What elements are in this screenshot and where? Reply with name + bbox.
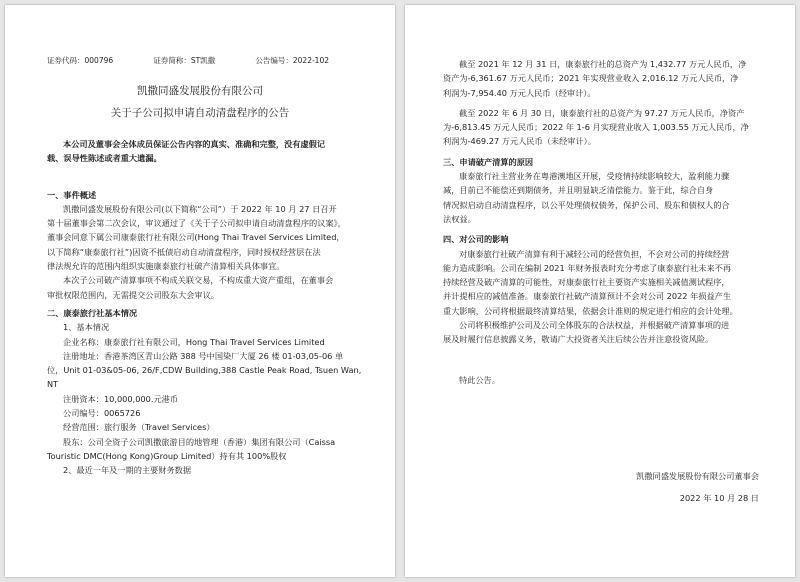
signature-date: 2022 年 10 月 28 日 xyxy=(679,493,759,503)
paragraph-line: 截至 2022 年 6 月 30 日，康泰旅行社的总资产为 97.27 万元人民币，净资产 xyxy=(459,107,745,118)
statement-line: 本公司及董事会全体成员保证公告内容的真实、准确和完整，没有虚假记 xyxy=(63,139,326,149)
paragraph-line: 董事会同意下属公司康泰旅行社有限公司(Hong Thai Travel Services Limited， xyxy=(47,232,345,243)
paragraph-line: 持续经营及破产清算的可能性，对康泰旅行社主要资产实施相关减值测试程序， xyxy=(443,277,730,288)
paragraph-line: 凯撒同盛发展股份有限公司(以下简称“公司”）于 2022 年 10 月 27 日召开 xyxy=(63,203,337,214)
document-page-1 xyxy=(5,5,395,577)
paragraph-line: Touristic DMC(Hong Kong)Group Limited）持有其 100%股权 xyxy=(47,450,287,461)
paragraph-line: 法权益。 xyxy=(443,213,476,224)
section-3-paragraph xyxy=(443,169,765,226)
statement-line: 载、误导性陈述或者重大遗漏。 xyxy=(47,153,162,164)
business-scope: 经营范围：旅行服务（Travel Services） xyxy=(63,422,215,433)
paragraph-line: NT xyxy=(47,379,59,390)
paragraph-line: 股东：公司全资子公司凯撒旅游目的地管理（香港）集团有限公司（Caissa xyxy=(63,436,336,447)
section-1-paragraph-1 xyxy=(47,202,381,273)
company-title: 凯撒同盛发展股份有限公司 xyxy=(137,85,263,97)
section-1-heading: 一、事件概述 xyxy=(47,189,97,200)
closing-statement: 特此公告。 xyxy=(459,374,500,385)
paragraph-line: 减，目前已不能偿还到期债务，并且明显缺乏清偿能力。鉴于此，综合自身 xyxy=(443,185,714,196)
section-1-paragraph-2 xyxy=(47,273,381,302)
stock-abbreviation: 证券简称：ST凯撒 xyxy=(153,56,216,65)
section-2-heading: 二、康泰旅行社基本情况 xyxy=(47,307,138,318)
document-page-2 xyxy=(405,5,795,577)
financial-data-2022 xyxy=(443,106,765,149)
paragraph-line: 康泰旅行社主营业务在粤港澳地区开展，受疫情持续影响较大，盈利能力骤 xyxy=(459,171,730,182)
paragraph-line: 第十届董事会第二次会议，审议通过了《关于子公司拟申请自动清盘程序的议案》， xyxy=(47,218,346,229)
section-4-heading: 四、对公司的影响 xyxy=(443,234,509,245)
announcement-title: 关于子公司拟申请自动清盘程序的公告 xyxy=(110,107,290,119)
board-guarantee-statement xyxy=(47,137,381,166)
section-4-paragraph-2 xyxy=(443,318,765,347)
paragraph-line: 律法规允许的范围内组织实施康泰旅行社破产清算相关具体事宜。 xyxy=(47,261,285,272)
shareholder-info xyxy=(47,435,381,464)
paragraph-line: 为-6,813.45 万元人民币；2022 年 1-6 月实现营业收入 1,003.55 万元人民币，净 xyxy=(443,122,749,133)
signature-company: 凯撒同盛发展股份有限公司董事会 xyxy=(636,471,759,481)
paragraph-line: 资产为-6,361.67 万元人民币；2021 年实现营业收入 2,016.12 万元人民币，净 xyxy=(443,73,739,84)
paragraph-line: 利润为-7,954.40 万元人民币（经审计）。 xyxy=(443,87,596,98)
paragraph-line: 对康泰旅行社破产清算有利于减轻公司的经营负担，不会对公司的持续经营 xyxy=(459,248,730,259)
paragraph-line: 以下简称“康泰旅行社”)因资不抵债启动自动清盘程序，同时授权经营层在法 xyxy=(47,246,321,257)
financial-data-2021 xyxy=(443,57,765,100)
notice-number: 公告编号：2022-102 xyxy=(255,56,329,65)
paragraph-line: 审批权限范围内，无需提交公司股东大会审议。 xyxy=(47,289,219,300)
company-name: 企业名称：康泰旅行社有限公司，Hong Thai Travel Services Limited xyxy=(63,336,325,347)
paragraph-line: 本次子公司破产清算事项不构成关联交易，不构成重大资产重组，在董事会 xyxy=(63,275,334,286)
paragraph-line: 利润为-469.27 万元人民币（未经审计）。 xyxy=(443,136,596,147)
subsection-basic-info: 1、基本情况 xyxy=(63,322,110,333)
paragraph-line: 能力造成影响。公司在编制 2021 年财务报表时充分考虑了康泰旅行社未来不再 xyxy=(443,262,732,273)
paragraph-line: 截至 2021 年 12 月 31 日，康泰旅行社的总资产为 1,432.77 万元人民币，净 xyxy=(459,59,747,69)
registered-address xyxy=(47,349,381,392)
section-3-heading: 三、申请破产清算的原因 xyxy=(443,156,534,167)
paragraph-line: 情况拟启动自动清盘程序，以公平处理债权债务，保护公司、股东和债权人的合 xyxy=(443,199,730,210)
stock-code: 证券代码：000796 xyxy=(47,56,114,65)
section-4-paragraph-1 xyxy=(443,247,765,318)
paragraph-line: 并计提相应的减值准备。康泰旅行社破产清算预计不会对公司 2022 年损益产生 xyxy=(443,291,732,302)
subsection-financial-data: 2、最近一年及一期的主要财务数据 xyxy=(63,465,192,476)
paragraph-line: 重大影响，公司将根据最终清算结果，依据会计准则的规定进行相应的会计处理。 xyxy=(443,305,738,316)
paragraph-line: 展及时履行信息披露义务，敬请广大投资者关注后续公告并注意投资风险。 xyxy=(443,334,714,345)
announcement-header xyxy=(47,55,381,67)
paragraph-line: 注册地址：香港茶湾区青山公路 388 号中国染厂大厦 26 楼 01-03,05-06 单 xyxy=(63,350,344,361)
paragraph-line: 位，Unit 01-03&05-06, 26/F,CDW Building,388 Castle Peak Road, Tsuen Wan, xyxy=(47,365,362,376)
company-number: 公司编号：0065726 xyxy=(63,408,141,419)
paragraph-line: 公司将积极维护公司及公司全体股东的合法权益，并根据破产清算事项的进 xyxy=(459,320,730,331)
registered-capital: 注册资本：10,000,000.元港币 xyxy=(63,393,178,404)
